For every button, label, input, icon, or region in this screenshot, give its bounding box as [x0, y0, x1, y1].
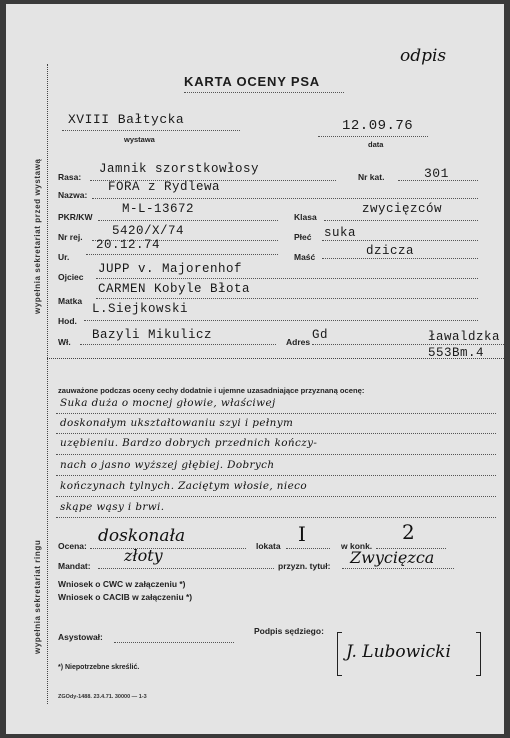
address-label: Adres	[286, 337, 311, 347]
address-value-3: 553Bm.4	[428, 346, 485, 360]
assistant-label: Asystował:	[58, 632, 103, 642]
footnote: *) Niepotrzebne skreślić.	[58, 664, 140, 671]
breeder-label: Hod.	[58, 316, 77, 326]
breed-label: Rasa:	[58, 172, 82, 182]
color-label: Maść	[294, 252, 316, 262]
corner-note: odpis	[400, 46, 447, 66]
competition-value: 2	[402, 520, 415, 544]
catalog-label: Nr kat.	[358, 172, 385, 182]
show-name: XVIII Bałtycka	[68, 112, 185, 127]
divider-vertical	[47, 64, 48, 704]
dam-label: Matka	[58, 296, 83, 306]
sire-value: JUPP v. Majorenhof	[98, 262, 243, 276]
remarks-line: kończynach tylnych. Zaciętym włosie, nieco	[60, 480, 308, 492]
remarks-line: skąpe wąsy i brwi.	[60, 501, 165, 513]
judge-signature-label: Podpis sędziego:	[254, 626, 324, 636]
catalog-value: 301	[424, 166, 449, 181]
class-value: zwycięzców	[362, 202, 443, 216]
remarks-line: nach o jasno wyższej głębiej. Dobrych	[60, 459, 275, 471]
remarks-line: Suka duża o mocnej głowie, właściwej	[60, 397, 276, 409]
name-label: Nazwa:	[58, 190, 88, 200]
placement-value: I	[298, 522, 306, 546]
side-label-ring: wypełnia sekretariat ringu	[33, 539, 42, 654]
color-value: dzicza	[366, 244, 415, 258]
name-value: FORA z Rydlewa	[108, 180, 221, 194]
sex-value: suka	[324, 226, 357, 240]
page-title: KARTA OCENY PSA	[184, 74, 320, 89]
show-label: wystawa	[124, 135, 155, 144]
dam-value: CARMEN Kobyle Błota	[98, 282, 251, 296]
competition-label: w konk.	[341, 541, 373, 551]
owner-label: Wł.	[58, 337, 71, 347]
mandate-value: złoty	[124, 546, 163, 565]
breed-value: Jamnik szorstkowłosy	[99, 162, 260, 176]
judge-signature: J. Lubowicki	[346, 642, 451, 662]
mandate-label: Mandat:	[58, 561, 91, 571]
signature-bracket-right	[476, 632, 481, 676]
side-label-before-show: wypełnia sekretariat przed wystawą	[33, 158, 42, 314]
date-label: data	[368, 140, 384, 149]
cwc-request: Wniosek o CWC w załączeniu *)	[58, 579, 186, 589]
pkr-value: M-L-13672	[122, 202, 195, 216]
sire-label: Ojciec	[58, 272, 84, 282]
address-value-2: ławaldzka	[428, 330, 501, 344]
born-label: Ur.	[58, 252, 70, 262]
remarks-heading: zauważone podczas oceny cechy dodatnie i ujemne uzasadniające przyznaną ocenę:	[58, 386, 365, 395]
cacib-request: Wniosek o CACIB w załączeniu *)	[58, 592, 193, 602]
reg-label: Nr rej.	[58, 232, 83, 242]
sex-label: Płeć	[294, 232, 312, 242]
reg-value: 5420/X/74	[112, 224, 185, 238]
grade-value: doskonała	[98, 526, 186, 546]
remarks-line: doskonałym ukształtowaniu szyi i pełnym	[60, 417, 294, 429]
class-label: Klasa	[294, 212, 317, 222]
title-awarded-label: przyzn. tytuł:	[278, 561, 331, 571]
show-date: 12.09.76	[342, 118, 414, 134]
owner-value: Bazyli Mikulicz	[92, 328, 213, 342]
title-awarded-value: Zwycięzca	[350, 548, 435, 567]
signature-bracket-left	[337, 632, 342, 676]
print-code: ZGOdy-1488. 23.4.71. 30000 — 1-3	[58, 694, 147, 700]
pkr-label: PKR/KW	[58, 212, 93, 222]
breeder-value: L.Siejkowski	[92, 302, 189, 316]
grade-label: Ocena:	[58, 541, 87, 551]
address-value: Gd	[312, 328, 329, 342]
evaluation-card	[6, 4, 504, 734]
remarks-line: uzębieniu. Bardzo dobrych przednich kończy-	[60, 437, 318, 449]
born-value: 20.12.74	[96, 238, 161, 252]
placement-label: lokata	[256, 541, 281, 551]
